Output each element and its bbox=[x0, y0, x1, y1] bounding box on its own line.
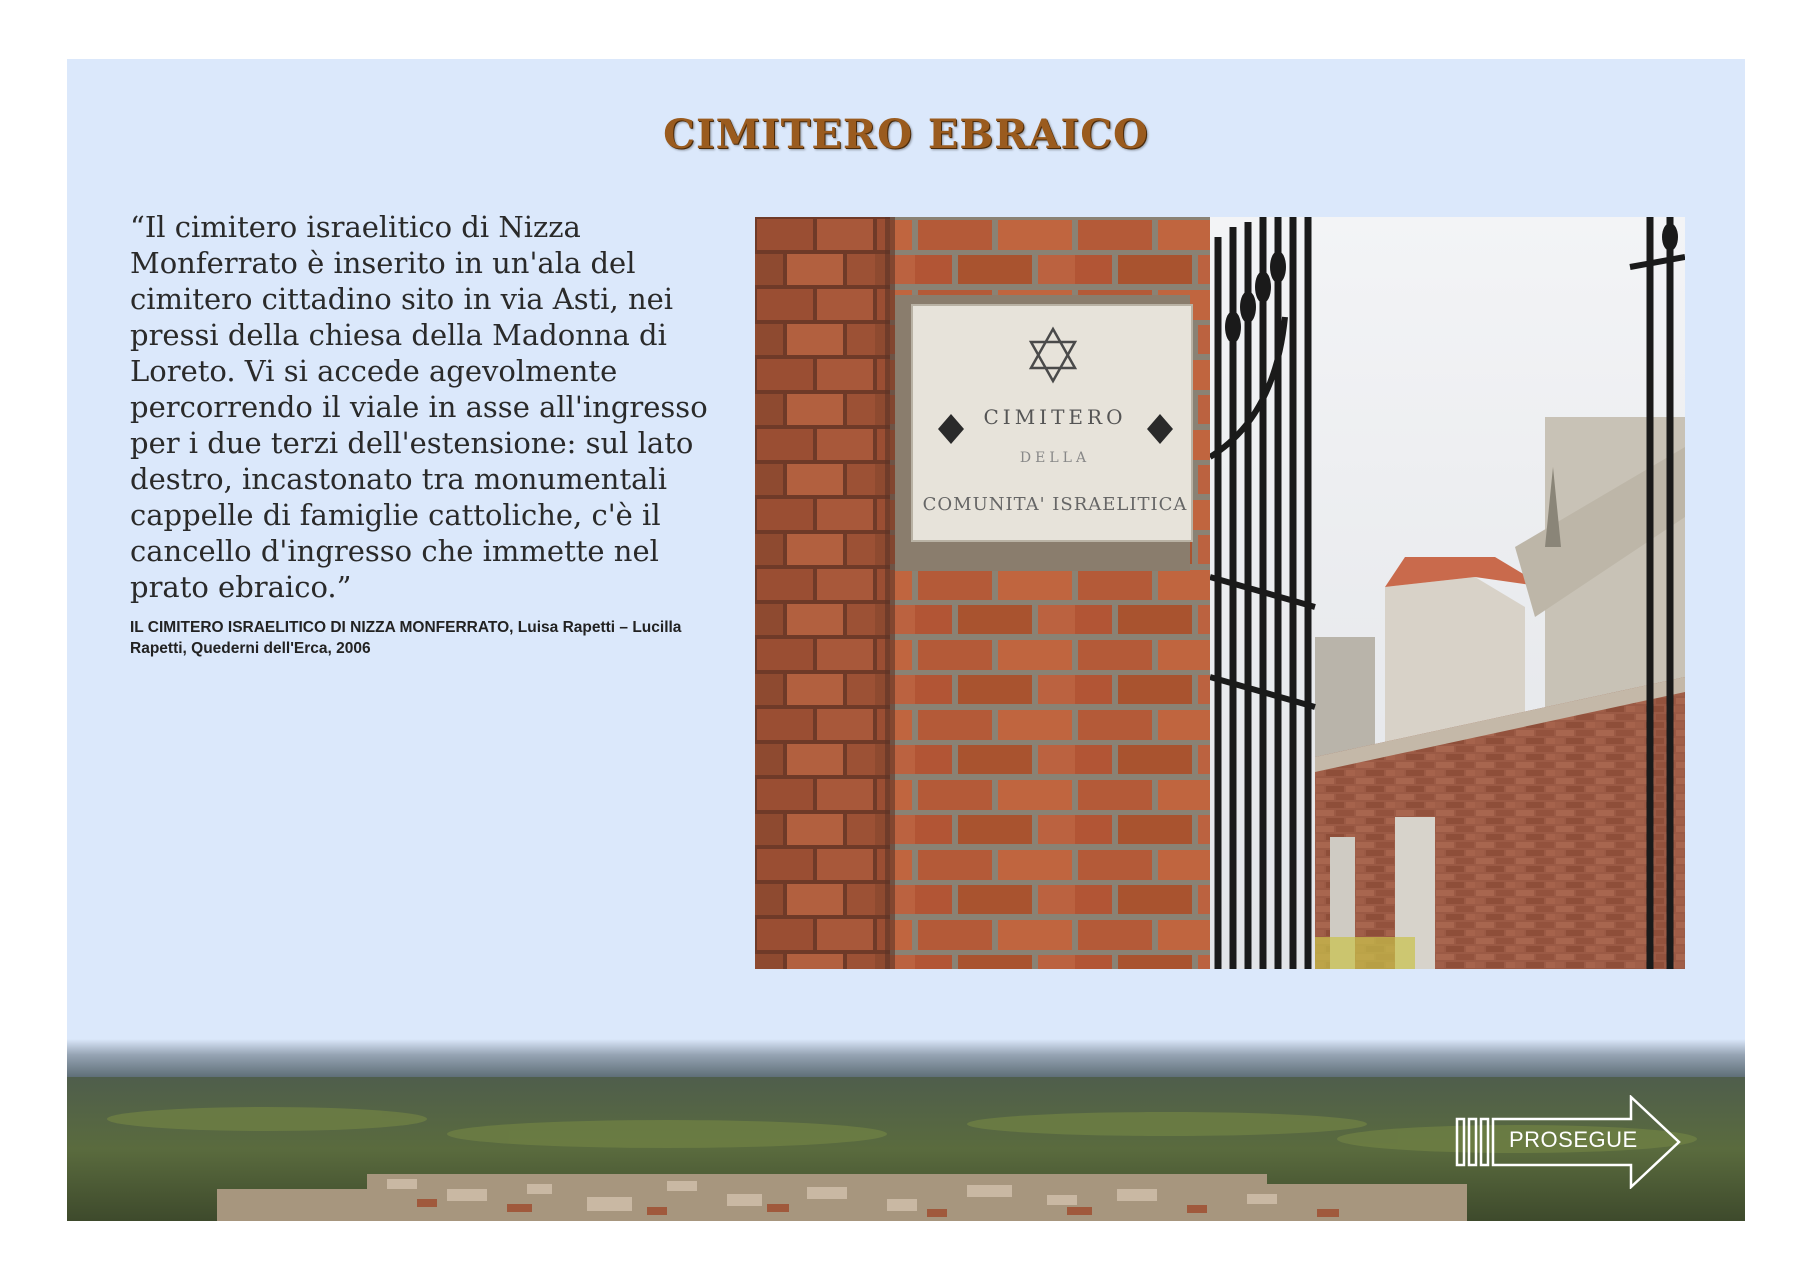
slide bbox=[67, 59, 1745, 1221]
prosegue-button[interactable] bbox=[1455, 1095, 1695, 1189]
cemetery-gate-photo bbox=[755, 217, 1685, 969]
citation-text: IL CIMITERO ISRAELITICO DI NIZZA MONFERRATO, Luisa Rapetti – Lucilla Rapetti, Quederni dell'Erca, 2006 bbox=[130, 619, 682, 657]
page-title: CIMITERO EBRAICO bbox=[663, 111, 1149, 158]
plaque-line2: DELLA bbox=[1019, 450, 1091, 466]
plaque-line3: COMUNITA' ISRAELITICA bbox=[922, 494, 1188, 515]
quote-text: “Il cimitero israelitico di Nizza Monferrato è inserito in un'ala del cimitero cittadino sito in via Asti, nei pressi della chiesa della Madonna di Loreto. Vi si accede agevolmente percorrendo il viale in asse all'ingresso per i due terzi dell'estensione: sul lato destro, incastonato tra monumentali cappelle di famiglie cattoliche, c'è il cancello d'ingresso che immette nel prato ebraico.” bbox=[130, 210, 708, 604]
prosegue-label: PROSEGUE bbox=[1509, 1127, 1638, 1152]
plaque-line1: CIMITERO bbox=[983, 405, 1127, 429]
